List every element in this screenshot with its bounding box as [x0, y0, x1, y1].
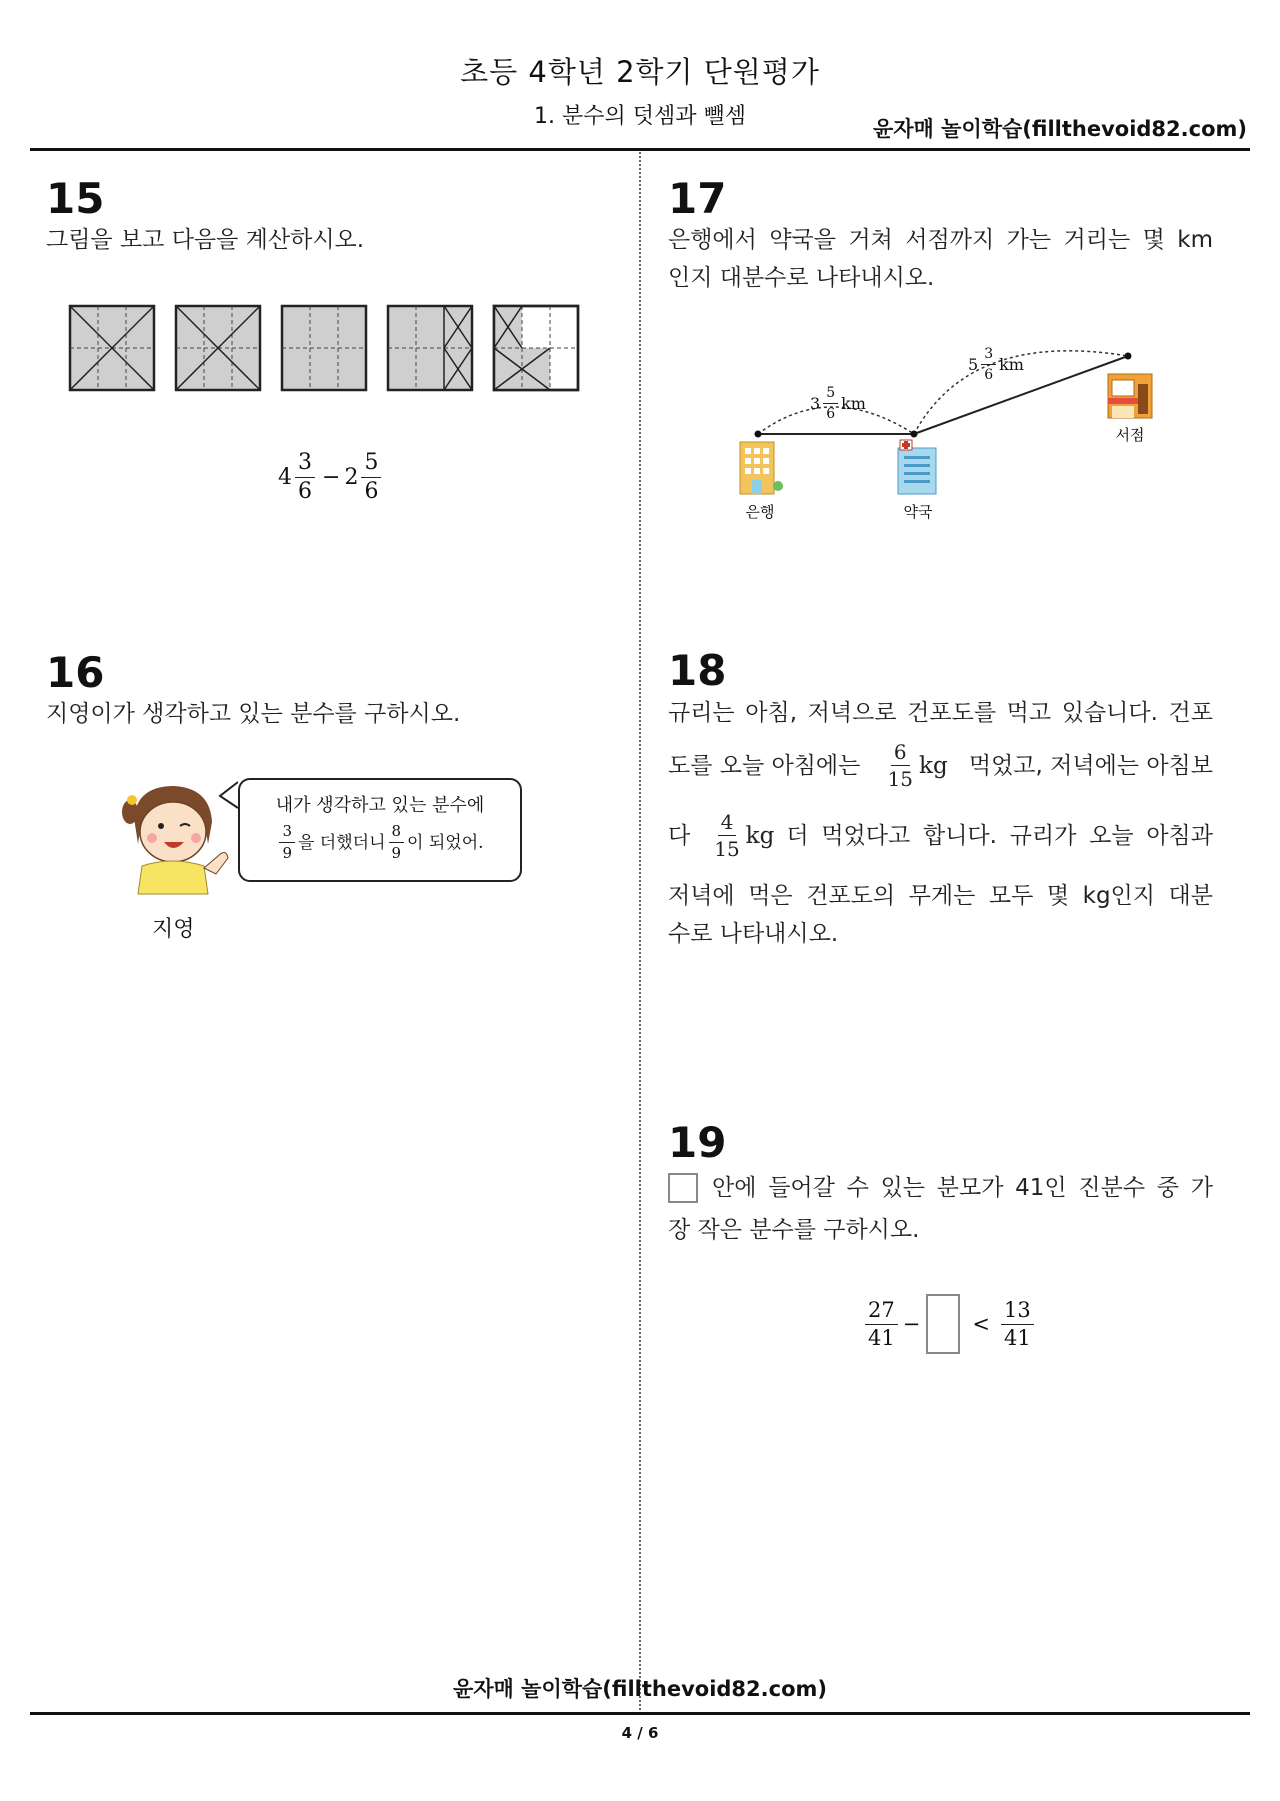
minus-sign: − — [322, 465, 341, 490]
question-17-number: 17 — [668, 174, 727, 223]
q18-line2-end: 먹었고, 저녁에는 아침보 — [968, 752, 1213, 779]
q18-fraction-1: $\frac{6}{15}$ kg — [887, 740, 948, 791]
q19-line1-text: 안에 들어갈 수 있는 분모가 41인 진분수 중 가 — [712, 1175, 1213, 1201]
girl-shirt — [138, 861, 208, 894]
question-18-line-2 — [668, 742, 1213, 789]
question-19-line-1 — [668, 1168, 1213, 1208]
bubble-line-1: 내가 생각하고 있는 분수에 — [275, 795, 485, 816]
question-18-line-4: 저녁에 먹은 건포도의 무게는 모두 몇 kg인지 대분 — [668, 883, 1213, 909]
question-18-line-1: 규리는 아침, 저녁으로 건포도를 먹고 있습니다. 건포 — [668, 700, 1213, 726]
node-bank — [755, 431, 762, 438]
speech-bubble-tail — [218, 780, 238, 810]
question-15-text: 그림을 보고 다음을 계산하시오. — [46, 227, 365, 253]
question-17-line-2: 인지 대분수로 나타내시오. — [668, 265, 935, 291]
expression-blank-box[interactable] — [926, 1294, 960, 1354]
bubble-end-text: 이 되었어. — [407, 832, 484, 853]
segment-1-distance: 3 $\frac{5}{6}$ km — [810, 385, 866, 422]
whole-2: 2 — [344, 465, 359, 490]
fraction-1: $\frac{3}{6}$ — [295, 452, 315, 503]
header-rule — [30, 148, 1250, 151]
girl-eye-left — [158, 823, 164, 829]
girl-illustration — [112, 778, 232, 896]
girl-hair-tie — [127, 795, 137, 805]
question-19-expression — [862, 1294, 1037, 1354]
question-16-text: 지영이가 생각하고 있는 분수를 구하시오. — [46, 701, 461, 727]
q18-line3-end: 더 먹었다고 합니다. 규리가 오늘 아침과 — [786, 822, 1213, 849]
speech-bubble — [238, 778, 522, 882]
page-subtitle: 1. 분수의 덧셈과 뺄셈 — [534, 104, 746, 129]
whole-1: 4 — [278, 465, 292, 490]
pharmacy-building-icon — [898, 440, 936, 494]
square-2 — [176, 306, 260, 390]
q18-line2-start: 도를 오늘 아침에는 — [668, 752, 861, 779]
bookstore-building-icon — [1108, 374, 1152, 418]
distance-map — [730, 340, 1180, 530]
fraction-2: $\frac{5}{6}$ — [361, 452, 381, 503]
girl-name: 지영 — [152, 917, 195, 942]
question-15-squares-figure — [68, 302, 588, 394]
page-number: 4 / 6 — [621, 1724, 659, 1742]
page-title: 초등 4학년 2학기 단원평가 — [460, 55, 820, 89]
question-18-line-3 — [668, 812, 1213, 859]
answer-box-icon — [668, 1173, 698, 1203]
question-19-number: 19 — [668, 1118, 727, 1167]
bubble-fraction-2: $\frac{8}{9}$ — [389, 824, 405, 861]
q19-minus: − — [902, 1312, 921, 1336]
bubble-mid-text: 을 더했더니 — [297, 832, 386, 853]
footer-rule — [30, 1712, 1250, 1715]
question-15-expression — [278, 452, 384, 503]
q19-less-than: < — [972, 1312, 990, 1336]
label-bank: 은행 — [745, 503, 775, 521]
footer-brand: 윤자매 놀이학습(fillthevoid82.com) — [452, 1677, 827, 1701]
bubble-line-2 — [240, 824, 520, 861]
square-4 — [388, 306, 472, 390]
girl-cheek-left — [147, 833, 157, 843]
question-18-number: 18 — [668, 646, 727, 695]
girl-face — [140, 802, 206, 862]
q18-fraction-2: $\frac{4}{15}$ kg — [714, 810, 775, 861]
node-bookstore — [1125, 353, 1132, 360]
bubble-fraction-1: $\frac{3}{9}$ — [279, 824, 295, 861]
square-1 — [70, 306, 154, 390]
square-5 — [494, 306, 578, 390]
q19-fraction-2: $\frac{13}{41}$ — [1001, 1300, 1034, 1349]
question-16-number: 16 — [46, 648, 105, 697]
label-bookstore: 서점 — [1115, 426, 1145, 444]
question-18-line-5: 수로 나타내시오. — [668, 921, 839, 947]
square-3 — [282, 306, 366, 390]
header-brand: 윤자매 놀이학습(fillthevoid82.com) — [872, 117, 1247, 141]
column-divider — [639, 152, 641, 1710]
q19-fraction-1: $\frac{27}{41}$ — [865, 1300, 898, 1349]
label-pharmacy: 약국 — [903, 503, 933, 521]
question-17-line-1: 은행에서 약국을 거쳐 서점까지 가는 거리는 몇 km — [668, 227, 1213, 253]
question-19-line-2: 장 작은 분수를 구하시오. — [668, 1217, 920, 1243]
question-15-number: 15 — [46, 174, 105, 223]
girl-hand — [204, 852, 228, 874]
bank-building-icon — [740, 442, 783, 494]
q18-line3-start: 다 — [668, 822, 691, 849]
segment-2-distance: 5 $\frac{3}{6}$ km — [968, 346, 1024, 383]
girl-cheek-right — [191, 833, 201, 843]
node-pharmacy — [911, 431, 918, 438]
